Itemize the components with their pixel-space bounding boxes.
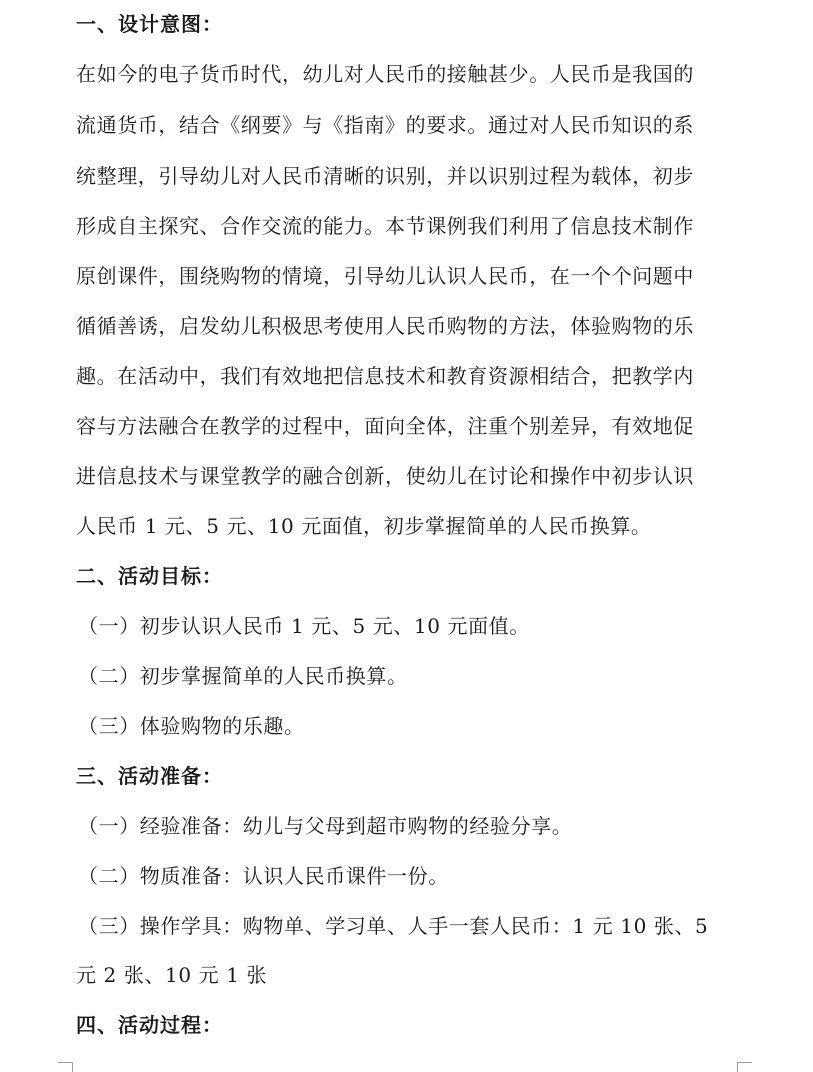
list-item: （一）经验准备：幼儿与父母到超市购物的经验分享。	[78, 814, 573, 838]
section-heading-design-intent: 一、设计意图：	[76, 12, 223, 36]
paragraph-line: 人民币 1 元、5 元、10 元面值，初步掌握简单的人民币换算。	[76, 514, 652, 538]
paragraph-line: 流通货币，结合《纲要》与《指南》的要求。通过对人民币知识的系	[76, 113, 694, 137]
paragraph-line: 形成自主探究、合作交流的能力。本节课例我们利用了信息技术制作	[76, 214, 694, 238]
section-heading-activity-preparation: 三、活动准备：	[76, 764, 223, 788]
paragraph-line: 趣。在活动中，我们有效地把信息技术和教育资源相结合，把教学内	[76, 364, 694, 388]
paragraph-line: 容与方法融合在教学的过程中，面向全体，注重个别差异，有效地促	[76, 414, 694, 438]
paragraph-line: 循循善诱，启发幼儿积极思考使用人民币购物的方法，体验购物的乐	[76, 314, 694, 338]
paragraph-line: 进信息技术与课堂教学的融合创新，使幼儿在讨论和操作中初步认识	[76, 464, 694, 488]
list-item: （二）初步掌握简单的人民币换算。	[78, 664, 408, 688]
paragraph-line: 原创课件，围绕购物的情境，引导幼儿认识人民币，在一个个问题中	[76, 264, 694, 288]
list-item: （三）操作学具：购物单、学习单、人手一套人民币：1 元 10 张、5	[78, 914, 709, 938]
section-heading-activity-process: 四、活动过程：	[76, 1013, 223, 1037]
paragraph-line: 统整理，引导幼儿对人民币清晰的识别，并以识别过程为载体，初步	[76, 164, 694, 188]
list-item: （二）物质准备：认识人民币课件一份。	[78, 864, 449, 888]
list-item-continuation: 元 2 张、10 元 1 张	[76, 963, 268, 987]
list-item: （一）初步认识人民币 1 元、5 元、10 元面值。	[78, 614, 530, 638]
section-heading-activity-goals: 二、活动目标：	[76, 564, 223, 588]
list-item: （三）体验购物的乐趣。	[78, 714, 305, 738]
paragraph-line: 在如今的电子货币时代，幼儿对人民币的接触甚少。人民币是我国的	[76, 62, 694, 86]
